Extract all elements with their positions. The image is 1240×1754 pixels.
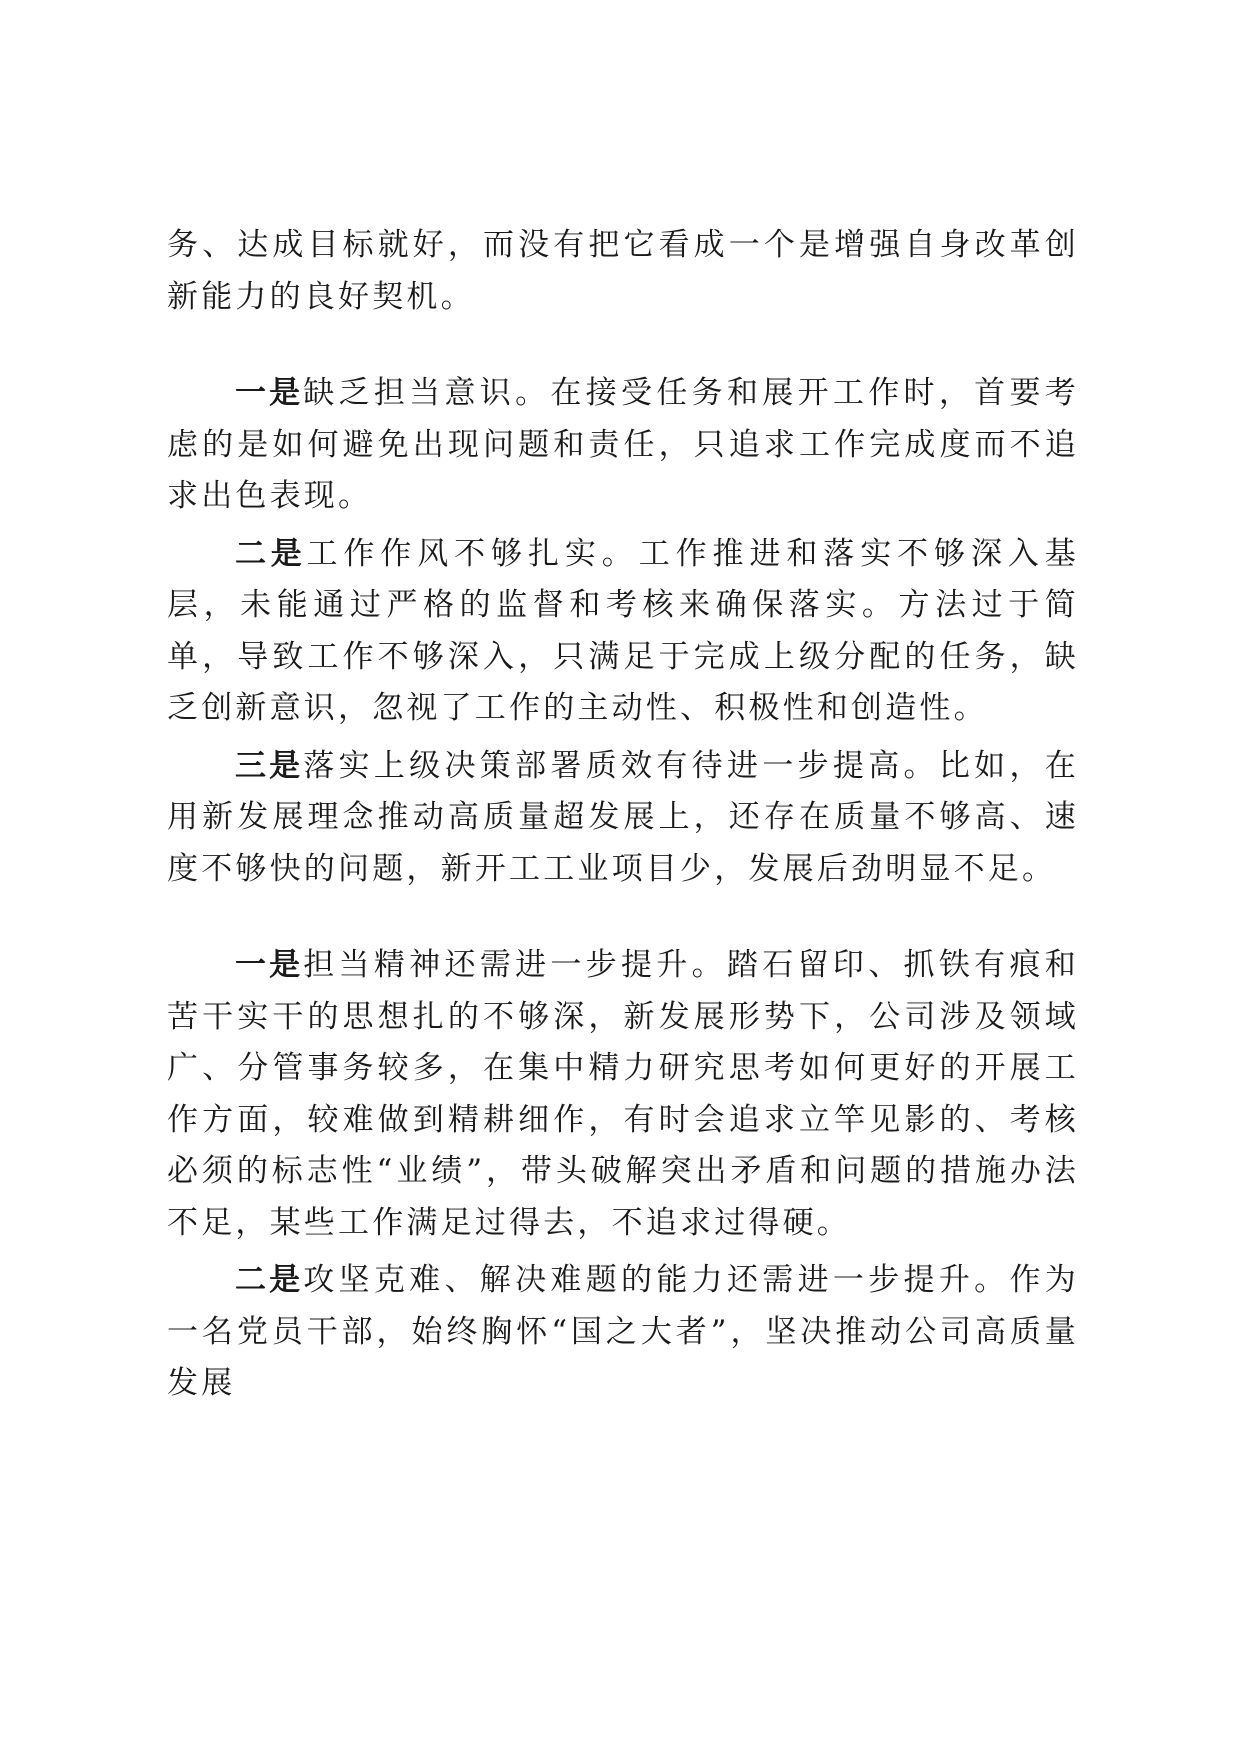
item-text: 担当精神还需进一步提升。踏石留印、抓铁有痕和苦干实干的思想扎的不够深，新发展形势下，公司涉及领域广、分管事务较多，在集中精力研究思考如何更好的开展工作方面，较难做到精耕细作，有时会追求立竿见影的、考核必须的标志性“业绩”，带头破解突出矛盾和问题的措施办法不足，某些工作满足过得去，不追求过得硬。 — [167, 947, 1080, 1241]
item-text: 工作作风不够扎实。工作推进和落实不够深入基层，未能通过严格的监督和考核来确保落实。方法过于简单，导致工作不够深入，只满足于完成上级分配的任务，缺乏创新意识，忽视了工作的主动性、积极性和创造性。 — [167, 535, 1079, 726]
section-2 — [167, 940, 1079, 1410]
intro-paragraph: 务、达成目标就好，而没有把它看成一个是增强自身改革创新能力的良好契机。 — [167, 227, 1079, 315]
section1-item-2 — [167, 529, 1079, 735]
section2-item-1 — [167, 940, 1079, 1249]
item-text: 攻坚克难、解决难题的能力还需进一步提升。作为一名党员干部，始终胸怀“国之大者”，坚决推动公司高质量发展 — [167, 1262, 1080, 1401]
item-lead: 二是 — [235, 535, 307, 572]
item-lead: 一是 — [235, 947, 304, 983]
section-1 — [167, 368, 1079, 895]
document-body — [167, 220, 1079, 1410]
item-text: 缺乏担当意识。在接受任务和展开工作时，首要考虑的是如何避免出现问题和责任，只追求工作完成度而不追求出色表现。 — [167, 375, 1080, 514]
section1-item-3 — [167, 741, 1079, 896]
section2-item-2 — [167, 1255, 1079, 1410]
item-lead: 二是 — [235, 1262, 304, 1298]
section1-item-1 — [167, 368, 1079, 523]
item-lead: 三是 — [235, 747, 304, 784]
item-text: 落实上级决策部署质效有待进一步提高。比如，在用新发展理念推动高质量超发展上，还存在质量不够高、速度不够快的问题，新开工工业项目少，发展后劲明显不足。 — [167, 747, 1080, 887]
item-lead: 一是 — [235, 375, 304, 411]
